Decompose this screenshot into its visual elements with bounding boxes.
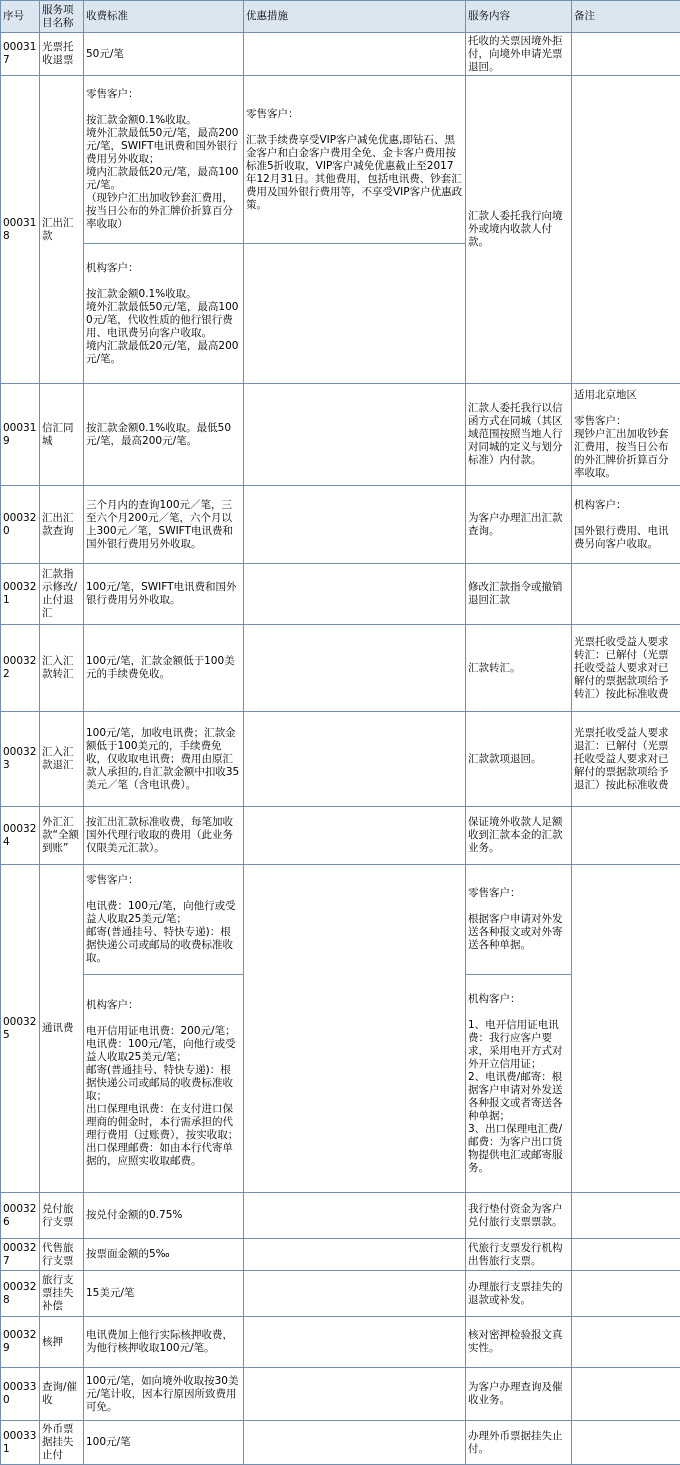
row-service: 保证境外收款人足额收到汇款本金的汇款业务。 xyxy=(466,807,572,865)
row-id: 000323 xyxy=(1,712,40,807)
row-discount xyxy=(244,1271,466,1317)
row-name: 汇入汇款退汇 xyxy=(40,712,84,807)
table-row xyxy=(1,564,680,625)
row-discount-org xyxy=(244,244,466,384)
row-service: 托收的关票因境外拒付，向境外申请光票退回。 xyxy=(466,33,572,76)
header-id: 序号 xyxy=(1,1,40,33)
table-row xyxy=(1,1317,680,1368)
table-row xyxy=(1,1193,680,1239)
row-discount xyxy=(244,1421,466,1465)
row-name: 汇款指示修改/止付退汇 xyxy=(40,564,84,625)
row-discount xyxy=(244,1368,466,1421)
row-fee: 100元/笔，加收电讯费；汇款金额低于100美元的，手续费免收，仅收取电讯费；费用由原汇款人承担的,自汇款金额中扣收35美元／笔（含电讯费）。 xyxy=(84,712,244,807)
header-note: 备注 xyxy=(572,1,680,33)
row-id: 000320 xyxy=(1,486,40,564)
row-service-retail: 零售客户： 根据客户申请对外发送各种报文或对外寄送各种单据。 xyxy=(466,865,572,975)
row-note: 适用北京地区 零售客户： 现钞户汇出加收钞套汇费用，按当日公布的外汇牌价折算百分率收取。 xyxy=(572,384,680,486)
table-row xyxy=(1,1239,680,1271)
row-fee-org: 机构客户： 电开信用证电讯费：200元/笔； 电讯费：100元/笔，向他行或受益人收取25美元/笔； 邮寄(普通挂号、特快专递)：根据快递公司或邮局的收费标准收取； 出口保理电讯费：在支付进口保理商的佣金时，本行需承担的代理行费用（过账费），按实收取； 出口保理邮费：如由本行代寄单据的，应照实收取邮费。 xyxy=(84,975,244,1193)
header-fee: 收费标准 xyxy=(84,1,244,33)
row-name: 通讯费 xyxy=(40,865,84,1193)
row-service: 代旅行支票发行机构出售旅行支票。 xyxy=(466,1239,572,1271)
row-id: 000331 xyxy=(1,1421,40,1465)
row-note xyxy=(572,564,680,625)
row-note xyxy=(572,1421,680,1465)
row-note xyxy=(572,1193,680,1239)
table-row xyxy=(1,1271,680,1317)
row-fee: 按汇款金额0.1%收取。最低50元/笔，最高200元/笔。 xyxy=(84,384,244,486)
row-name: 外汇汇款“全额到账” xyxy=(40,807,84,865)
row-id: 000318 xyxy=(1,76,40,384)
table-row xyxy=(1,486,680,564)
row-service: 为客户办理查询及催收业务。 xyxy=(466,1368,572,1421)
row-service: 核对密押检验报文真实性。 xyxy=(466,1317,572,1368)
row-discount xyxy=(244,384,466,486)
row-id: 000319 xyxy=(1,384,40,486)
row-note xyxy=(572,33,680,76)
row-name: 信汇同城 xyxy=(40,384,84,486)
row-name: 光票托收退票 xyxy=(40,33,84,76)
row-fee: 100元/笔，SWIFT电讯费和国外银行费用另外收取。 xyxy=(84,564,244,625)
row-fee: 按兑付金额的0.75% xyxy=(84,1193,244,1239)
row-name: 代售旅行支票 xyxy=(40,1239,84,1271)
row-name: 外币票据挂失止付 xyxy=(40,1421,84,1465)
row-service: 办理旅行支票挂失的退款或补发。 xyxy=(466,1271,572,1317)
row-fee-org: 机构客户： 按汇款金额0.1%收取。 境外汇款最低50元/笔，最高1000元/笔，代收性质的他行银行费用、电讯费另向客户收取。 境内汇款最低20元/笔，最高200元/笔。 xyxy=(84,244,244,384)
row-fee: 电讯费加上他行实际核押收费，为他行核押收取100元/笔。 xyxy=(84,1317,244,1368)
row-service: 办理外币票据挂失止付。 xyxy=(466,1421,572,1465)
row-discount xyxy=(244,625,466,712)
row-fee: 100元/笔，汇款金额低于100美元的手续费免收。 xyxy=(84,625,244,712)
row-service-org: 机构客户： 1、电开信用证电讯费：我行应客户要求，采用电开方式对外开立信用证； 2、电讯费/邮寄：根据客户申请对外发送各种报文或者寄送各种单据； 3、出口保理电汇费/邮费：为客户出口货物提供电汇或邮寄服务。 xyxy=(466,975,572,1193)
row-note: 光票托收受益人要求退汇：已解付（光票托收受益人要求对已解付的票据款项给予退汇）按此标准收费 xyxy=(572,712,680,807)
table-row xyxy=(1,625,680,712)
row-id: 000324 xyxy=(1,807,40,865)
row-fee: 按汇出汇款标准收费，每笔加收国外代理行收取的费用（此业务仅限美元汇款）。 xyxy=(84,807,244,865)
row-note xyxy=(572,807,680,865)
table-row xyxy=(1,865,680,975)
row-discount xyxy=(244,1193,466,1239)
table-row xyxy=(1,1421,680,1465)
table-header-row xyxy=(1,1,680,33)
row-discount-retail: 零售客户： 汇款手续费享受VIP客户减免优惠,即钻石、黑金客户和白金客户费用全免、金卡客户费用按标准5折收取，VIP客户减免优惠截止至2017年12月31日。其他费用，包括电讯费、钞套汇费用及国外银行费用等，不享受VIP客户优惠政策。 xyxy=(244,76,466,244)
row-id: 000327 xyxy=(1,1239,40,1271)
row-note xyxy=(572,1271,680,1317)
row-discount xyxy=(244,1317,466,1368)
header-discount: 优惠措施 xyxy=(244,1,466,33)
row-id: 000321 xyxy=(1,564,40,625)
row-discount xyxy=(244,712,466,807)
row-note: 光票托收受益人要求转汇：已解付（光票托收受益人要求对已解付的票据款项给予转汇）按此标准收费 xyxy=(572,625,680,712)
row-name: 汇入汇款转汇 xyxy=(40,625,84,712)
table-row xyxy=(1,76,680,244)
row-service: 汇款人委托我行向境外或境内收款人付款。 xyxy=(466,76,572,384)
row-service: 为客户办理汇出汇款查询。 xyxy=(466,486,572,564)
row-id: 000326 xyxy=(1,1193,40,1239)
row-fee: 50元/笔 xyxy=(84,33,244,76)
row-service: 汇款转汇。 xyxy=(466,625,572,712)
row-service: 汇款人委托我行以信函方式在同城（其区域范围按照当地人行对同城的定义与划分标准）内付款。 xyxy=(466,384,572,486)
row-note xyxy=(572,1317,680,1368)
row-discount xyxy=(244,1239,466,1271)
row-id: 000325 xyxy=(1,865,40,1193)
table-row xyxy=(1,807,680,865)
row-note: 机构客户： 国外银行费用、电讯费另向客户收取。 xyxy=(572,486,680,564)
row-id: 000317 xyxy=(1,33,40,76)
header-service: 服务内容 xyxy=(466,1,572,33)
row-id: 000322 xyxy=(1,625,40,712)
row-name: 兑付旅行支票 xyxy=(40,1193,84,1239)
row-note xyxy=(572,1368,680,1421)
row-discount xyxy=(244,33,466,76)
row-note xyxy=(572,865,680,1193)
row-name: 旅行支票挂失补偿 xyxy=(40,1271,84,1317)
row-fee-retail: 零售客户： 电讯费：100元/笔，向他行或受益人收取25美元/笔； 邮寄(普通挂号、特快专递)：根据快递公司或邮局的收费标准收取。 xyxy=(84,865,244,975)
table-row xyxy=(1,1368,680,1421)
row-note xyxy=(572,1239,680,1271)
row-fee-retail: 零售客户： 按汇款金额0.1%收取。 境外汇款最低50元/笔，最高200元/笔，SWIFT电讯费和国外银行费用另外收取； 境内汇款最低20元/笔，最高100元/笔。 （现钞户汇出加收钞套汇费用，按当日公布的外汇牌价折算百分率收取） xyxy=(84,76,244,244)
row-service: 汇款款项退回。 xyxy=(466,712,572,807)
row-service: 我行垫付资金为客户兑付旅行支票票款。 xyxy=(466,1193,572,1239)
table-row xyxy=(1,712,680,807)
row-discount xyxy=(244,486,466,564)
row-note xyxy=(572,76,680,384)
table-row xyxy=(1,33,680,76)
row-name: 汇出汇款查询 xyxy=(40,486,84,564)
row-fee: 按票面金额的5‰ xyxy=(84,1239,244,1271)
row-fee: 15美元/笔 xyxy=(84,1271,244,1317)
row-discount xyxy=(244,807,466,865)
table-row xyxy=(1,384,680,486)
row-id: 000328 xyxy=(1,1271,40,1317)
row-id: 000330 xyxy=(1,1368,40,1421)
row-fee: 100元/笔 xyxy=(84,1421,244,1465)
row-fee: 三个月内的查询100元／笔，三至六个月200元／笔，六个月以上300元／笔，SWIFT电讯费和国外银行费用另外收取。 xyxy=(84,486,244,564)
row-id: 000329 xyxy=(1,1317,40,1368)
row-name: 核押 xyxy=(40,1317,84,1368)
row-fee: 100元/笔，如向境外收取按30美元/笔计收，因本行原因所致费用可免。 xyxy=(84,1368,244,1421)
row-discount xyxy=(244,865,466,1193)
header-name: 服务项目名称 xyxy=(40,1,84,33)
row-service: 修改汇款指令或撤销退回汇款 xyxy=(466,564,572,625)
row-discount xyxy=(244,564,466,625)
row-name: 汇出汇款 xyxy=(40,76,84,384)
row-name: 查询/催收 xyxy=(40,1368,84,1421)
